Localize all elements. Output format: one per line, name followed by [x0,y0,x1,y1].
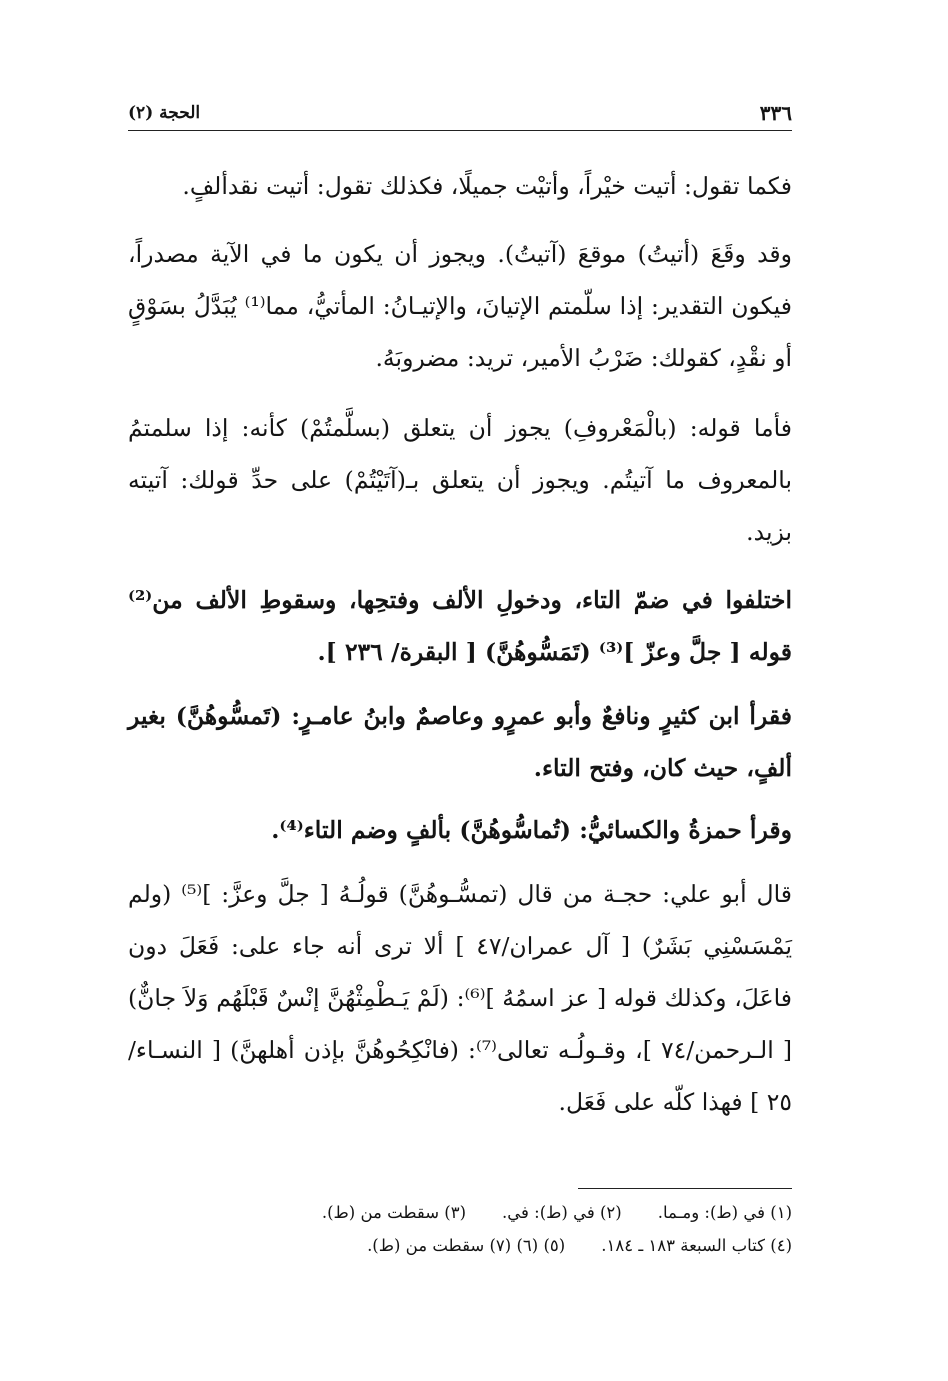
paragraph-abu-ali: قال أبو علي: حجـة من قال (تمسُّـوهُنَّ) قولُـهُ [ جلَّ وعزَّ: ]⁽⁵⁾ (ولم يَمْسَسْنِي بَشَرٌ) [ آل عمران/٤٧ ] ألا ترى أنه جاء على: فَعَلَ دون فاعَلَ، وكذلك قوله [ عز اسمُهُ ]⁽⁶⁾: (لَمْ يَـطْمِثْهُنَّ إنْسٌ قَبْلَهُم وَلاَ جانٌّ) [ الـرحمن/٧٤ ]، وقـولُـه تعالى⁽⁷⁾: (فانْكِحُوهُنَّ بإذن أهلهنَّ) [ النسـاء/٢٥ ] فهذا كلّه على فَعَل. [128,880,792,1116]
paragraph-3: فأما قوله: (بالْمَعْروفِ) يجوز أن يتعلق (بسلَّمتُمْ) كأنه: إذا سلمتمُ بالمعروف ما آتيتُم. ويجوز أن يتعلق بـ(آتَيْتُمْ) على حدِّ قولك: آتيته بزيد. [128,414,793,546]
paragraph-1: فكما تقول: أتيت خيْراً، وأتيْت جميلًا، فكذلك تقول: أتيت نقدألفٍ. [182,172,792,200]
reading-variants-heading: اختلفوا في ضمّ التاء، ودخولِ الألف وفتحِها، وسقوطِ الألف من⁽²⁾ قوله [ جلَّ وعزّ ]⁽³⁾ (تَمَسُّوهُنَّ) [ البقرة/ ٢٣٦ ]. [128,586,792,666]
footnote-5-7: (٥) (٦) (٧) سقطت من (ط). [367,1236,566,1255]
reading-second-group: وقرأ حمزةُ والكسائيُّ: (تُماسُّوهُنَّ) بألفٍ وضم التاء⁽⁴⁾. [271,816,792,844]
footnote-4: (٤) كتاب السبعة ١٨٣ ـ ١٨٤. [601,1236,792,1255]
footnote-divider [578,1188,792,1189]
running-title: الحجة (٢) [128,103,201,123]
page-body [128,160,792,1142]
page-number: ٣٣٦ [759,101,792,125]
footnote-2: (٢) في (ط): في. [502,1203,622,1222]
footnote-row [128,1229,792,1262]
footnote-row [128,1196,792,1229]
reading-first-group: فقرأ ابن كثيرٍ ونافعٌ وأبو عمرٍو وعاصمٌ وابنُ عامـرٍ: (تَمسُّوهُنَّ) بغير ألفٍ، حيث كان، وفتح التاء. [128,702,792,782]
footnotes [128,1196,792,1262]
page-header [128,96,792,131]
footnote-1: (١) في (ط): ومـما. [657,1203,792,1222]
paragraph-2: وقد وقَعَ (أتيتُ) موقعَ (آتيتُ). ويجوز أن يكون ما في الآية مصدراً، فيكون التقدير: إذا سلّمتم الإتيانَ، والإتيـانُ: المأتيُّ، مما⁽¹⁾ يُبَدَّلُ بسَوْقٍ أو نقْدٍ، كقولك: ضَرْبُ الأمير، تريد: مضروبَهُ. [128,240,792,372]
footnote-3: (٣) سقطت من (ط). [321,1203,467,1222]
